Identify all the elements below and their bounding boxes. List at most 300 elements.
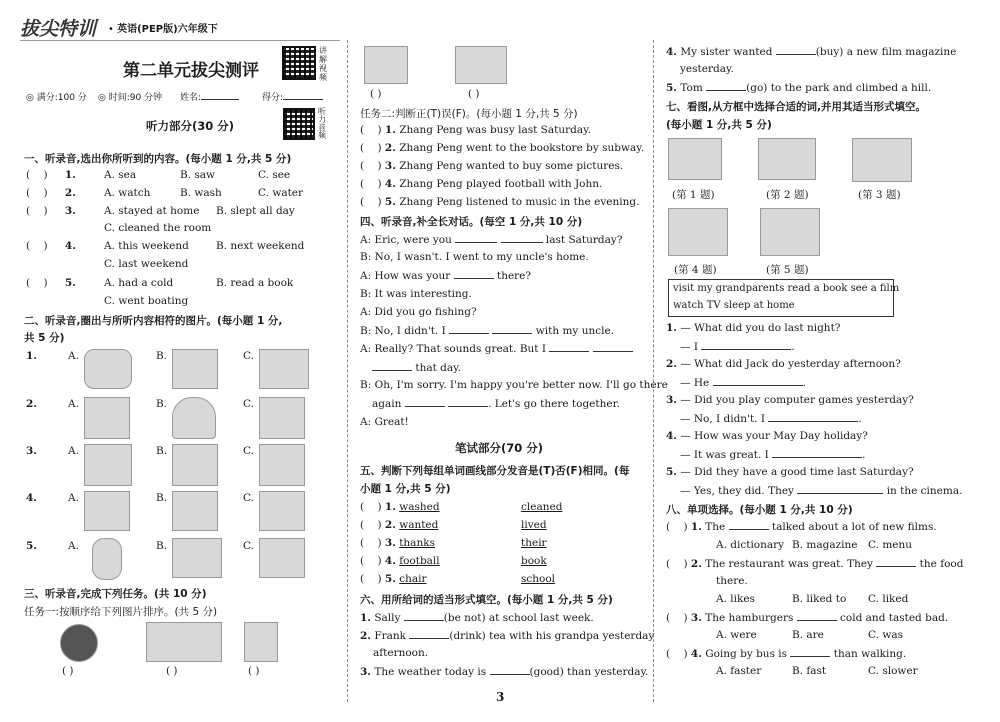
answer-paren[interactable]: ( ) (360, 196, 382, 208)
phonics-word-b: school (521, 573, 556, 585)
picture-kite-flying[interactable] (259, 349, 309, 389)
phonics-word-a: wanted (399, 519, 439, 531)
picture-boy-watching-tv[interactable] (84, 397, 130, 439)
tf-text: Zhang Peng played football with John. (399, 178, 603, 190)
mc-text: cold and tasted bad. (840, 612, 949, 624)
mc-opt-b[interactable]: B. magazine (792, 539, 858, 551)
picture-boy-washing-clothes[interactable] (259, 538, 305, 578)
picture-ball[interactable] (60, 624, 98, 662)
answer-paren[interactable]: ( ) (666, 521, 688, 533)
s7-title: 七、看图,从方框中选择合适的词,并用其适当形式填空。 (666, 101, 926, 113)
answer-paren[interactable]: ( ) (26, 187, 48, 199)
s5-title: 五、判断下列每组单词画线部分发音是(T)否(F)相同。(每 (360, 465, 630, 477)
s3-task1: 任务一:按顺序给下列图片排序。(共 5 分) (24, 606, 218, 618)
blank-field[interactable] (492, 324, 532, 334)
page-number: 3 (496, 690, 505, 704)
tf-num: 5. (384, 196, 396, 208)
fill-text: (good) than yesterday. (529, 666, 649, 678)
blank-field[interactable] (549, 342, 589, 352)
mc-text: The (705, 521, 726, 533)
fill-item (360, 629, 654, 642)
s2-opt-a: A. (68, 350, 79, 362)
dialogue-line (372, 397, 620, 410)
dialogue-line (360, 342, 633, 355)
qa-question (666, 358, 901, 370)
blank-field[interactable] (448, 397, 488, 407)
mc-num: 2. (690, 558, 702, 570)
qa-text: — No, I didn't. I (680, 413, 765, 425)
blank-field[interactable] (768, 412, 858, 422)
fill-item (360, 665, 648, 678)
dialogue-text: that day. (415, 362, 461, 374)
qr-code-audio[interactable] (283, 108, 315, 140)
phonics-word-b: lived (521, 519, 547, 531)
s5-title-cont: 小题 1 分,共 5 分) (360, 483, 451, 495)
s1-item (26, 169, 76, 181)
phonics-item (360, 519, 438, 531)
blank-field[interactable] (713, 376, 803, 386)
s2-title-cont: 共 5 分) (24, 332, 65, 344)
phonics-word-a: football (399, 555, 440, 567)
mc-num: 3. (690, 612, 702, 624)
picture-q1-family[interactable] (668, 138, 722, 180)
dialogue-text: there? (496, 270, 532, 282)
qr-video-label (319, 46, 329, 82)
phonics-word-b: cleaned (521, 501, 563, 513)
s6-title: 六、用所给词的适当形式填空。(每小题 1 分,共 5 分) (360, 594, 613, 606)
phonics-item (360, 537, 435, 549)
qa-answer: — It was great. I . (680, 449, 866, 461)
qr-video-label-3: 视 (319, 64, 327, 73)
tf-num: 1. (384, 124, 396, 136)
fill-item-cont: afternoon. (373, 647, 429, 659)
phonics-word-a: thanks (399, 537, 435, 549)
mc-opt-a[interactable]: A. dictionary (716, 539, 785, 551)
qa-text: — Did they have a good time last Saturday? (680, 466, 914, 478)
written-section-title: 笔试部分(70 分) (455, 441, 544, 455)
dialogue-text: again (372, 398, 402, 410)
answer-paren[interactable]: ( ) (360, 160, 382, 172)
s1-opt-b[interactable]: B. wash (180, 187, 222, 199)
phonics-word-b: book (521, 555, 547, 567)
phonics-num: 5. (384, 573, 396, 585)
qa-text: — What did you do last night? (680, 322, 841, 334)
tf-item (360, 196, 639, 208)
fill-text: My sister wanted (680, 46, 773, 58)
qa-num: 4. (666, 430, 677, 442)
s1-num: 1. (64, 169, 76, 181)
mc-item (666, 611, 948, 624)
mc-opt-b[interactable]: B. liked to (792, 593, 847, 605)
dialogue-text: last Saturday? (545, 234, 623, 246)
dialogue-line (360, 269, 531, 282)
s2-opt-c: C. (243, 492, 254, 504)
picture-girl-sleeping[interactable] (172, 538, 222, 578)
fill-text: (go) to the park and climbed a hill. (746, 82, 932, 94)
s1-title: 一、听录音,选出你所听到的内容。(每小题 1 分,共 5 分) (24, 153, 292, 165)
qa-text: — Did you play computer games yesterday? (680, 394, 914, 406)
qa-num: 3. (666, 394, 677, 406)
brand-logo: 拔尖特训 (20, 18, 97, 40)
qa-question (666, 322, 840, 334)
header-subject (108, 20, 218, 35)
mc-opt-c[interactable]: C. was (868, 629, 903, 641)
fill-num: 4. (666, 46, 677, 58)
phonics-num: 2. (384, 519, 396, 531)
tf-num: 3. (384, 160, 396, 172)
answer-paren[interactable]: ( ) (360, 178, 382, 190)
picture-girl-waving[interactable] (172, 397, 216, 439)
tf-item (360, 178, 602, 190)
qr-audio-label-3: 音 (318, 123, 326, 132)
s2-opt-b: B. (156, 445, 168, 457)
tf-text: Zhang Peng wanted to buy some pictures. (399, 160, 624, 172)
order-paren-3[interactable]: ( ) (248, 665, 260, 677)
meta-name (180, 90, 239, 103)
qa-answer: — He . (680, 377, 806, 389)
blank-field[interactable] (729, 520, 769, 530)
blank-field[interactable] (404, 611, 444, 621)
picture-subway-train[interactable] (146, 622, 222, 662)
s1-item (26, 205, 76, 217)
blank-field[interactable] (405, 397, 445, 407)
s2-opt-c: C. (243, 445, 254, 457)
s1-opt-b[interactable]: B. read a book (216, 277, 294, 289)
s3-title: 三、听录音,完成下列任务。(共 10 分) (24, 588, 207, 600)
qr-video-label-4: 频 (319, 73, 327, 82)
blank-field[interactable] (701, 340, 791, 350)
order-paren-1[interactable]: ( ) (62, 665, 74, 677)
listening-section-title: 听力部分(30 分) (146, 119, 235, 133)
s2-opt-b: B. (156, 398, 168, 410)
order-paren-4[interactable]: ( ) (370, 88, 382, 100)
s2-opt-c: C. (243, 540, 254, 552)
blank-field[interactable] (772, 448, 862, 458)
fill-text: Sally (374, 612, 401, 624)
blank-field[interactable] (372, 361, 412, 371)
tf-text: Zhang Peng listened to music in the evening. (399, 196, 640, 208)
s1-opt-b[interactable]: B. slept all day (216, 205, 295, 217)
qa-answer: — No, I didn't. I . (680, 413, 862, 425)
answer-paren[interactable]: ( ) (26, 169, 48, 181)
answer-paren[interactable]: ( ) (360, 124, 382, 136)
phonics-word-a: chair (399, 573, 427, 585)
mc-text: The hamburgers (705, 612, 794, 624)
mc-text: talked about a lot of new films. (771, 521, 937, 533)
dialogue-line: B: Oh, I'm sorry. I'm happy you're better now. I'll go there (360, 379, 668, 391)
s1-opt-a[interactable]: A. had a cold (104, 277, 174, 289)
phonics-item (360, 555, 440, 567)
s1-opt-a[interactable]: A. watch (104, 187, 151, 199)
s1-item (26, 187, 76, 199)
dialogue-line (360, 324, 614, 337)
mc-opt-a[interactable]: A. were (716, 629, 757, 641)
column-divider-2 (653, 40, 654, 702)
word-box (668, 279, 900, 317)
blank-field[interactable] (409, 629, 449, 639)
answer-paren[interactable]: ( ) (666, 558, 688, 570)
s1-opt-b[interactable]: B. next weekend (216, 240, 305, 252)
mc-opt-b[interactable]: B. fast (792, 665, 827, 677)
dialogue-line: B: It was interesting. (360, 288, 472, 300)
qa-text: — He (680, 377, 710, 389)
s2-opt-a: A. (68, 492, 79, 504)
blank-field[interactable] (501, 233, 543, 243)
mc-num: 1. (690, 521, 702, 533)
blank-field[interactable] (876, 557, 916, 567)
s1-opt-a[interactable]: A. this weekend (104, 240, 189, 252)
phonics-num: 1. (384, 501, 396, 513)
picture-house[interactable] (364, 46, 408, 84)
s2-opt-a: A. (68, 398, 79, 410)
s2-title: 二、听录音,圈出与所听内容相符的图片。(每小题 1 分, (24, 315, 283, 327)
answer-paren[interactable]: ( ) (360, 142, 382, 154)
phonics-word-b: their (521, 537, 547, 549)
phonics-num: 4. (384, 555, 396, 567)
mc-num: 4. (690, 648, 702, 660)
s2-opt-a: A. (68, 445, 79, 457)
mc-opt-c[interactable]: C. slower (868, 665, 918, 677)
dialogue-line: A: Great! (360, 416, 409, 428)
mc-opt-a[interactable]: A. likes (716, 593, 755, 605)
fill-item (666, 81, 931, 94)
blank-field[interactable] (790, 647, 830, 657)
picture-q3-reading[interactable] (852, 138, 912, 182)
tf-text: Zhang Peng was busy last Saturday. (399, 124, 591, 136)
fill-text: Tom (680, 82, 703, 94)
fill-item-cont: yesterday. (680, 63, 734, 75)
blank-field[interactable] (797, 484, 883, 494)
s2-num: 4. (26, 492, 37, 504)
blank-field[interactable] (706, 81, 746, 91)
blank-field[interactable] (593, 342, 633, 352)
fill-text: (buy) a new film magazine (815, 46, 957, 58)
s4-title: 四、听录音,补全长对话。(每空 1 分,共 10 分) (360, 216, 583, 228)
mc-opt-a[interactable]: A. faster (716, 665, 762, 677)
q4-caption: (第 4 题) (674, 264, 717, 276)
qa-question (666, 394, 914, 406)
answer-paren[interactable]: ( ) (360, 537, 382, 549)
tf-num: 4. (384, 178, 396, 190)
s2-opt-b: B. (156, 350, 168, 362)
s2-num: 2. (26, 398, 37, 410)
s1-opt-b[interactable]: B. saw (180, 169, 216, 181)
fill-text: Frank (374, 630, 407, 642)
blank-field[interactable] (454, 269, 494, 279)
fill-num: 3. (360, 666, 371, 678)
answer-paren[interactable]: ( ) (360, 519, 382, 531)
fill-item (666, 45, 956, 58)
s1-item (26, 240, 76, 252)
s2-opt-b: B. (156, 540, 168, 552)
q5-caption: (第 5 题) (766, 264, 809, 276)
s1-opt-c[interactable]: C. cleaned the room (104, 222, 212, 234)
s2-opt-c: C. (243, 398, 254, 410)
tf-text: Zhang Peng went to the bookstore by subway. (399, 142, 645, 154)
qa-num: 5. (666, 466, 677, 478)
answer-paren[interactable]: ( ) (360, 501, 382, 513)
s2-num: 5. (26, 540, 37, 552)
qr-audio-label-1: 听 (318, 107, 326, 116)
dialogue-line: B: No, I wasn't. I went to my uncle's home. (360, 251, 589, 263)
answer-paren[interactable]: ( ) (666, 648, 688, 660)
word-box-line-1: visit my grandparents read a book see a film (673, 283, 900, 294)
s1-num: 4. (64, 240, 76, 252)
mc-text-cont: there. (716, 575, 748, 587)
blank-field[interactable] (490, 665, 530, 675)
answer-paren[interactable]: ( ) (26, 277, 48, 289)
blank-field[interactable] (455, 233, 497, 243)
qa-text: in the cinema. (886, 485, 963, 497)
mc-item (666, 647, 906, 660)
s2-opt-b: B. (156, 492, 168, 504)
answer-paren[interactable]: ( ) (666, 612, 688, 624)
header-rule (20, 40, 340, 41)
meta-score: ◎ 满分:100 分 (26, 93, 87, 103)
qa-text: — I (680, 341, 698, 353)
picture-q4-visit[interactable] (668, 208, 728, 256)
phonics-item (360, 573, 426, 585)
blank-field[interactable] (449, 324, 489, 334)
tf-num: 2. (384, 142, 396, 154)
qr-audio-label (318, 108, 328, 140)
picture-boy-fishing[interactable] (172, 349, 218, 389)
qr-audio-label-2: 力 (318, 115, 326, 124)
column-divider-1 (347, 40, 348, 702)
qa-text: — It was great. I (680, 449, 769, 461)
task2-title: 任务二:判断正(T)误(F)。(每小题 1 分,共 5 分) (360, 108, 578, 120)
s1-opt-a[interactable]: A. sea (104, 169, 137, 181)
picture-girl-bathing[interactable] (84, 491, 130, 531)
mc-opt-c[interactable]: C. menu (868, 539, 913, 551)
s1-opt-c[interactable]: C. went boating (104, 295, 189, 307)
picture-boy-kite[interactable] (172, 444, 218, 486)
qa-answer: — I . (680, 341, 795, 353)
answer-paren[interactable]: ( ) (360, 573, 382, 585)
s1-num: 2. (64, 187, 76, 199)
header-subject-text: 英语(PEP版)六年级下 (117, 24, 218, 35)
picture-boy-swimming[interactable] (84, 349, 132, 389)
qr-video-label-2: 解 (319, 55, 327, 64)
dialogue-text: B: No, I didn't. I (360, 325, 446, 337)
meta-got-label: 得分: (262, 93, 284, 103)
phonics-num: 3. (384, 537, 396, 549)
answer-paren[interactable]: ( ) (26, 205, 48, 217)
page-title: 第二单元拔尖测评 (123, 61, 259, 81)
dialogue-text: with my uncle. (535, 325, 615, 337)
answer-paren[interactable]: ( ) (26, 240, 48, 252)
s1-item (26, 277, 76, 289)
dialogue-text: A: Really? That sounds great. But I (360, 343, 547, 355)
q2-caption: (第 2 题) (766, 189, 809, 201)
order-paren-5[interactable]: ( ) (468, 88, 480, 100)
word-box-line-2: watch TV sleep at home (673, 300, 795, 311)
picture-q2-sleeping[interactable] (758, 138, 816, 180)
mc-opt-b[interactable]: B. are (792, 629, 824, 641)
qa-question (666, 430, 868, 442)
meta-time: ◎ 时间:90 分钟 (98, 93, 163, 103)
mc-item (666, 520, 937, 533)
s1-opt-c[interactable]: C. last weekend (104, 258, 189, 270)
blank-field[interactable] (776, 45, 816, 55)
picture-boy-tv-small[interactable] (244, 622, 278, 662)
dialogue-text: . Let's go there together. (488, 398, 620, 410)
picture-girl-computer[interactable] (84, 444, 132, 486)
dialogue-text: A: Eric, were you (360, 234, 452, 246)
qr-audio-label-4: 频 (318, 131, 326, 140)
s1-opt-c[interactable]: C. water (258, 187, 304, 199)
mc-text: Going by bus is (705, 648, 788, 660)
fill-num: 1. (360, 612, 371, 624)
order-paren-2[interactable]: ( ) (166, 665, 178, 677)
picture-boy-cleaning[interactable] (172, 491, 218, 531)
s1-opt-a[interactable]: A. stayed at home (104, 205, 200, 217)
qa-num: 1. (666, 322, 677, 334)
tf-item (360, 124, 591, 136)
mc-text: The restaurant was great. They (705, 558, 873, 570)
picture-magazines[interactable] (455, 46, 507, 84)
qa-num: 2. (666, 358, 677, 370)
tf-item (360, 160, 623, 172)
dialogue-text: A: How was your (360, 270, 451, 282)
qa-text: — Yes, they did. They (680, 485, 794, 497)
picture-girl-reading[interactable] (259, 444, 305, 486)
fill-text: The weather today is (374, 666, 487, 678)
dialogue-line (372, 361, 461, 374)
s2-opt-a: A. (68, 540, 79, 552)
q1-caption: (第 1 题) (672, 189, 715, 201)
picture-boy-drawing[interactable] (259, 397, 305, 439)
fill-num: 5. (666, 82, 677, 94)
dialogue-line (360, 233, 622, 246)
qr-code-video[interactable] (282, 46, 316, 80)
header-dot: • (108, 24, 118, 35)
meta-name-label: 姓名: (180, 93, 202, 103)
s2-num: 1. (26, 350, 37, 362)
fill-item (360, 611, 594, 624)
mc-text: the food (919, 558, 964, 570)
picture-q5-cinema[interactable] (760, 208, 820, 256)
answer-paren[interactable]: ( ) (360, 555, 382, 567)
qr-video-label-1: 讲 (319, 46, 327, 55)
name-field[interactable] (201, 90, 239, 100)
s7-title-cont: (每小题 1 分,共 5 分) (666, 119, 772, 131)
phonics-item (360, 501, 440, 513)
s8-title: 八、单项选择。(每小题 1 分,共 10 分) (666, 504, 853, 516)
score-field[interactable] (283, 90, 323, 100)
blank-field[interactable] (797, 611, 837, 621)
s1-num: 3. (64, 205, 76, 217)
s2-num: 3. (26, 445, 37, 457)
tf-item (360, 142, 644, 154)
s2-opt-c: C. (243, 350, 254, 362)
picture-girl-dancing[interactable] (92, 538, 122, 580)
q3-caption: (第 3 题) (858, 189, 901, 201)
mc-text: than walking. (833, 648, 907, 660)
fill-text: (drink) tea with his grandpa yesterday (449, 630, 655, 642)
qa-answer (680, 484, 962, 497)
qa-text: — What did Jack do yesterday afternoon? (680, 358, 901, 370)
s1-opt-c[interactable]: C. see (258, 169, 291, 181)
phonics-word-a: washed (399, 501, 440, 513)
mc-opt-c[interactable]: C. liked (868, 593, 909, 605)
fill-num: 2. (360, 630, 371, 642)
fill-text: (be not) at school last week. (443, 612, 594, 624)
qa-question (666, 466, 914, 478)
meta-got (262, 90, 323, 103)
s1-num: 5. (64, 277, 76, 289)
picture-girl-cooking[interactable] (259, 491, 305, 531)
